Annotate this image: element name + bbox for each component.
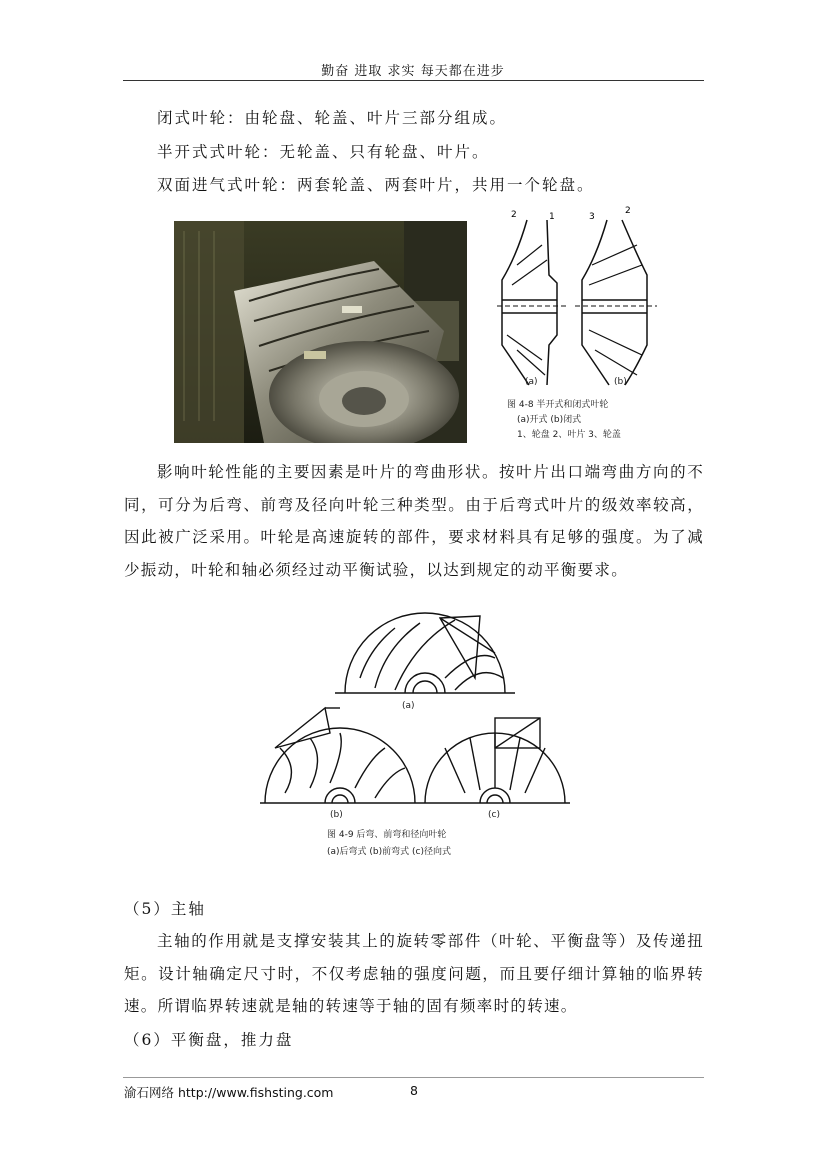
rotor-photo [174,221,467,443]
page-header: 勤奋 进取 求实 每天都在进步 [321,64,505,79]
main-shaft-paragraph: 主轴的作用就是支撑安装其上的旋转零部件（叶轮、平衡盘等）及传递扭矩。设计轴确定尺寸时，不仅考虑轴的强度问题，而且要仔细计算轴的临界转速。所谓临界转速就是轴的转速等于轴的固有频率时的转速。 [124,932,704,1015]
fig48-caption-parts: 1、轮盘 2、叶片 3、轮盖 [517,430,621,440]
section-5-heading: （5）主轴 [124,900,206,918]
impeller-performance-paragraph: 影响叶轮性能的主要因素是叶片的弯曲形状。按叶片出口端弯曲方向的不同，可分为后弯、前弯及径向叶轮三种类型。由于后弯式叶片的级效率较高，因此被广泛采用。叶轮是高速旋转的部件，要求材料具有足够的强度。为了减少振动，叶轮和轴必须经过动平衡试验，以达到规定的动平衡要求。 [124,463,704,579]
section-6-heading: （6）平衡盘，推力盘 [124,1031,294,1049]
figure-4-9 [255,598,575,868]
fig49-caption-title: 图 4-9 后弯、前弯和径向叶轮 [327,830,447,840]
footer-rule [123,1077,704,1078]
closed-impeller-line: 闭式叶轮：由轮盘、轮盖、叶片三部分组成。 [157,109,508,127]
fig48-num3: 3 [589,212,595,222]
footer-text: 渝石网络 http://www.fishsting.com [124,1085,334,1100]
fig48-label-b: (b) [614,377,627,387]
fig49-label-a: (a) [402,701,415,711]
fig49-caption-types: (a)后弯式 (b)前弯式 (c)径向式 [327,847,451,857]
fig48-num2: 2 [511,210,517,220]
fig48-num1: 1 [549,212,555,222]
fig49-label-b: (b) [330,810,343,820]
page-number: 8 [410,1083,418,1098]
fig48-caption-types: (a)开式 (b)闭式 [517,415,582,425]
fig48-num2b: 2 [625,206,631,216]
semi-open-impeller-line: 半开式式叶轮：无轮盖、只有轮盘、叶片。 [157,143,490,161]
figure-4-8 [497,205,662,450]
fig49-label-c: (c) [488,810,500,820]
fig48-caption-title: 图 4-8 半开式和闭式叶轮 [507,400,609,410]
fig48-label-a: (a) [525,377,538,387]
header-rule [123,80,704,81]
double-suction-impeller-line: 双面进气式叶轮：两套轮盖、两套叶片，共用一个轮盘。 [157,176,595,194]
